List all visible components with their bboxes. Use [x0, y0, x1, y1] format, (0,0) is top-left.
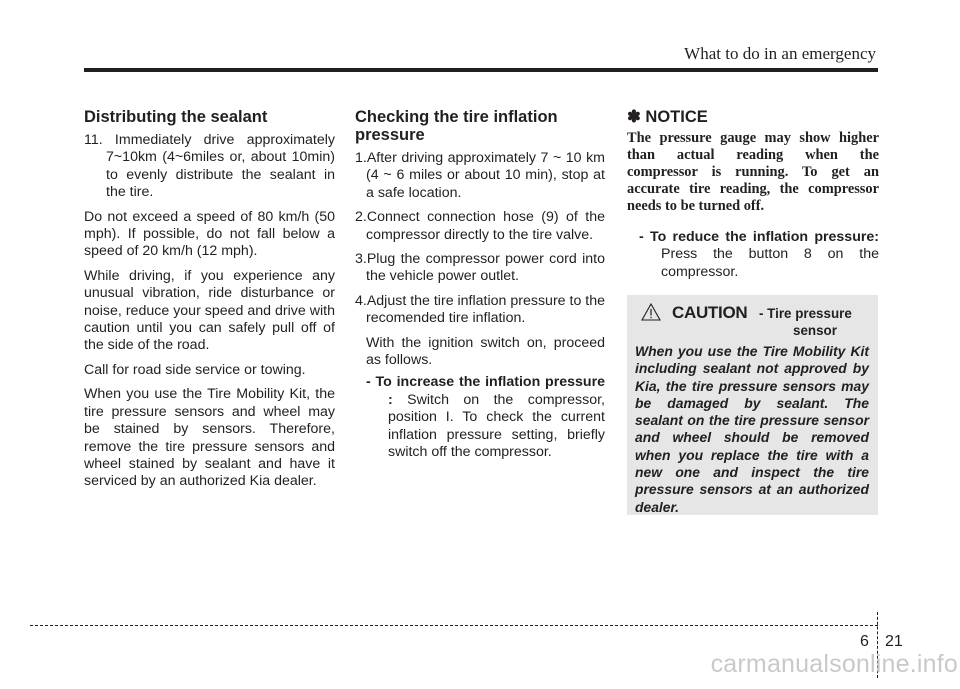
- speed-paragraph: Do not exceed a speed of 80 km/h (50 mph). If possible, do not fall below a speed of 20 km/h (12 mph).: [84, 208, 335, 260]
- caution-subtitle-line2: sensor: [793, 323, 837, 338]
- reduce-pressure-item: [639, 229, 879, 281]
- watermark: carmanualsonline.info: [710, 650, 958, 678]
- step-11: 11. Immediately drive approximately 7~10km (4~6miles or, about 10min) to evenly distribute the sealant in the tire.: [84, 132, 335, 201]
- header-rule: [84, 68, 878, 72]
- section-heading-checking: Checking the tire inflation pressure: [355, 108, 558, 144]
- increase-pressure-item: [366, 374, 605, 461]
- page-number: 21: [885, 633, 903, 650]
- step-4: 4.Adjust the tire inflation pressure to the recomended tire inflation.: [355, 292, 605, 327]
- warning-triangle-icon: [641, 303, 661, 321]
- footer-dashed-rule: [30, 625, 878, 626]
- step-1: 1.After driving approximately 7 ~ 10 km (4 ~ 6 miles or about 10 min), stop at a safe location.: [355, 150, 605, 201]
- column-distributing-sealant: [84, 108, 335, 498]
- column-checking-pressure: [355, 108, 605, 469]
- step-3: 3.Plug the compressor power cord into the vehicle power outlet.: [355, 251, 605, 285]
- caution-subtitle: - Tire pressure: [759, 306, 852, 321]
- caution-title: CAUTION: [672, 303, 748, 322]
- caution-box: [627, 295, 878, 515]
- reduce-pressure-text: Press the button 8 on the compressor.: [661, 246, 879, 280]
- page-header-title: What to do in an emergency: [684, 44, 876, 63]
- service-paragraph: Call for road side service or towing.: [84, 361, 306, 378]
- caution-body: When you use the Tire Mobility Kit including sealant not approved by Kia, the tire pressure sensors may be damaged by sealant. The sealant on the tire pressure sensor and wheel should be removed when you replace the tire with a new one and inspect the tire pressure sensors at an authorized dealer.: [635, 343, 869, 515]
- driving-paragraph: While driving, if you experience any unusual vibration, ride disturbance or noise, reduce your speed and drive with caution until you can safely pull off of the side of the road.: [84, 267, 335, 354]
- step-2: 2.Connect connection hose (9) of the compressor directly to the tire valve.: [355, 209, 605, 243]
- notice-heading: ✽ NOTICE: [627, 108, 708, 126]
- increase-pressure-label: - To increase the inflation pressure :: [366, 374, 605, 408]
- column-notice: [627, 108, 879, 281]
- tmk-paragraph: When you use the Tire Mobility Kit, the tire pressure sensors and wheel may be stained by sensors. Therefore, remove the tire pressure sensors and wheel stained by sealant and have it serviced by an authorized Kia dealer.: [84, 386, 335, 490]
- chapter-number: 6: [860, 633, 869, 650]
- section-heading-distributing: Distributing the sealant: [84, 108, 268, 126]
- notice-body: The pressure gauge may show higher than actual reading when the compressor is running. To get an accurate tire reading, the compressor needs to be turned off.: [627, 130, 879, 214]
- reduce-pressure-label: - To reduce the inflation pressure:: [639, 229, 879, 245]
- step-4-sub: With the ignition switch on, proceed as follows.: [366, 334, 605, 369]
- increase-pressure-text: Switch on the compressor, position I. To check the current inflation pressure setting, briefly switch off the compressor.: [388, 391, 605, 461]
